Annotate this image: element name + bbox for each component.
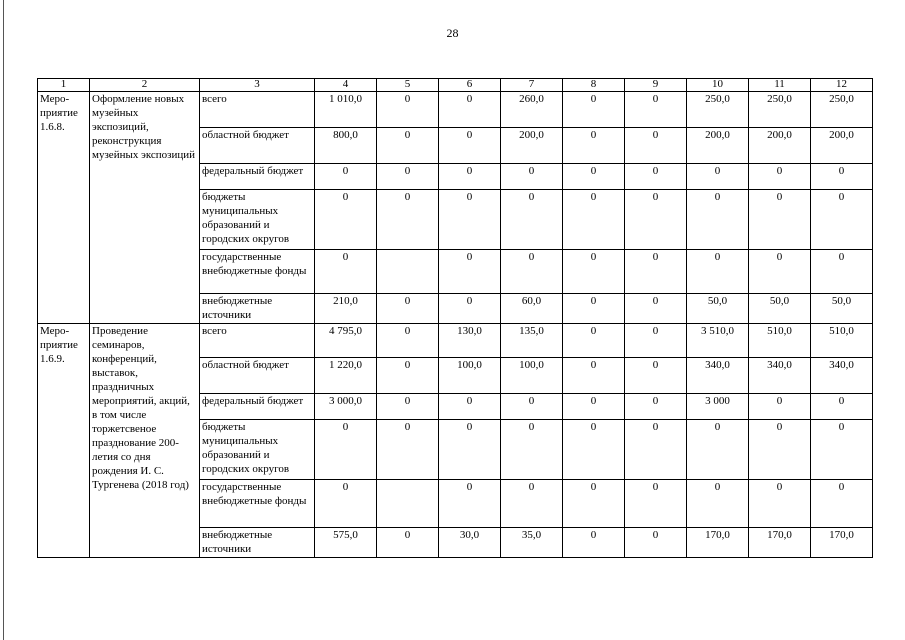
column-number-12: 12 xyxy=(811,79,873,92)
amount-cell: 0 xyxy=(377,92,439,128)
amount-cell: 130,0 xyxy=(439,324,501,358)
amount-cell: 50,0 xyxy=(811,294,873,324)
funding-source: бюджеты муниципальных образований и городских округов xyxy=(200,190,315,250)
amount-cell: 0 xyxy=(687,190,749,250)
amount-cell: 50,0 xyxy=(687,294,749,324)
funding-source: внебюджетные источники xyxy=(200,528,315,558)
funding-source: государственные внебюджетные фонды xyxy=(200,480,315,528)
amount-cell: 1 220,0 xyxy=(315,358,377,394)
column-number-6: 6 xyxy=(439,79,501,92)
column-number-11: 11 xyxy=(749,79,811,92)
amount-cell: 3 000,0 xyxy=(315,394,377,420)
amount-cell: 60,0 xyxy=(501,294,563,324)
page-number: 28 xyxy=(446,26,459,40)
amount-cell: 0 xyxy=(377,164,439,190)
funding-source: государственные внебюджетные фонды xyxy=(200,250,315,294)
amount-cell: 0 xyxy=(563,324,625,358)
amount-cell: 170,0 xyxy=(687,528,749,558)
amount-cell: 0 xyxy=(811,250,873,294)
amount-cell: 0 xyxy=(501,164,563,190)
amount-cell: 1 010,0 xyxy=(315,92,377,128)
funding-source: всего xyxy=(200,324,315,358)
table-row xyxy=(38,92,873,128)
amount-cell: 100,0 xyxy=(501,358,563,394)
amount-cell: 30,0 xyxy=(439,528,501,558)
funding-source: внебюджетные источники xyxy=(200,294,315,324)
amount-cell: 3 000 xyxy=(687,394,749,420)
amount-cell: 0 xyxy=(811,164,873,190)
amount-cell: 0 xyxy=(439,92,501,128)
column-number-1: 1 xyxy=(38,79,90,92)
amount-cell: 50,0 xyxy=(749,294,811,324)
activity-code: Меро- приятие 1.6.8. xyxy=(38,92,90,324)
amount-cell: 0 xyxy=(811,420,873,480)
amount-cell: 0 xyxy=(811,480,873,528)
amount-cell: 0 xyxy=(315,480,377,528)
amount-cell: 0 xyxy=(315,164,377,190)
amount-cell: 0 xyxy=(563,480,625,528)
amount-cell: 0 xyxy=(377,528,439,558)
amount-cell: 0 xyxy=(625,92,687,128)
amount-cell: 0 xyxy=(625,128,687,164)
amount-cell: 340,0 xyxy=(811,358,873,394)
amount-cell: 0 xyxy=(625,420,687,480)
amount-cell: 340,0 xyxy=(749,358,811,394)
amount-cell: 0 xyxy=(563,420,625,480)
funding-source: всего xyxy=(200,92,315,128)
amount-cell: 200,0 xyxy=(687,128,749,164)
amount-cell: 0 xyxy=(439,394,501,420)
amount-cell: 0 xyxy=(749,420,811,480)
amount-cell: 0 xyxy=(563,528,625,558)
activity-name: Оформление новых музейных экспозиций, реконструкция музейных экспозиций xyxy=(90,92,200,324)
amount-cell: 0 xyxy=(439,480,501,528)
funding-source: федеральный бюджет xyxy=(200,164,315,190)
amount-cell: 260,0 xyxy=(501,92,563,128)
amount-cell: 0 xyxy=(439,128,501,164)
amount-cell: 170,0 xyxy=(749,528,811,558)
amount-cell: 0 xyxy=(687,164,749,190)
amount-cell: 0 xyxy=(625,190,687,250)
column-number-8: 8 xyxy=(563,79,625,92)
amount-cell: 200,0 xyxy=(749,128,811,164)
amount-cell: 0 xyxy=(501,190,563,250)
amount-cell: 0 xyxy=(377,420,439,480)
amount-cell: 575,0 xyxy=(315,528,377,558)
amount-cell: 0 xyxy=(563,92,625,128)
amount-cell: 0 xyxy=(625,480,687,528)
amount-cell: 0 xyxy=(687,250,749,294)
amount-cell: 0 xyxy=(377,294,439,324)
amount-cell: 0 xyxy=(501,480,563,528)
amount-cell: 0 xyxy=(501,420,563,480)
amount-cell: 0 xyxy=(687,480,749,528)
amount-cell: 0 xyxy=(563,164,625,190)
amount-cell: 250,0 xyxy=(811,92,873,128)
amount-cell: 0 xyxy=(749,250,811,294)
amount-cell: 0 xyxy=(811,190,873,250)
amount-cell: 200,0 xyxy=(501,128,563,164)
amount-cell: 0 xyxy=(377,324,439,358)
amount-cell: 0 xyxy=(563,190,625,250)
funding-source: областной бюджет xyxy=(200,128,315,164)
amount-cell: 0 xyxy=(377,394,439,420)
amount-cell: 0 xyxy=(749,394,811,420)
amount-cell: 0 xyxy=(377,358,439,394)
amount-cell: 510,0 xyxy=(749,324,811,358)
amount-cell: 0 xyxy=(811,394,873,420)
amount-cell: 0 xyxy=(439,250,501,294)
amount-cell: 210,0 xyxy=(315,294,377,324)
column-number-3: 3 xyxy=(200,79,315,92)
amount-cell: 0 xyxy=(625,528,687,558)
amount-cell: 4 795,0 xyxy=(315,324,377,358)
amount-cell: 0 xyxy=(563,250,625,294)
column-number-2: 2 xyxy=(90,79,200,92)
amount-cell xyxy=(377,250,439,294)
amount-cell: 0 xyxy=(501,394,563,420)
amount-cell: 0 xyxy=(625,358,687,394)
column-number-5: 5 xyxy=(377,79,439,92)
amount-cell: 170,0 xyxy=(811,528,873,558)
amount-cell: 0 xyxy=(315,250,377,294)
amount-cell: 0 xyxy=(625,164,687,190)
amount-cell xyxy=(377,480,439,528)
column-number-7: 7 xyxy=(501,79,563,92)
amount-cell: 0 xyxy=(687,420,749,480)
amount-cell: 0 xyxy=(749,190,811,250)
amount-cell: 100,0 xyxy=(439,358,501,394)
amount-cell: 35,0 xyxy=(501,528,563,558)
funding-source: федеральный бюджет xyxy=(200,394,315,420)
amount-cell: 0 xyxy=(749,164,811,190)
amount-cell: 0 xyxy=(315,420,377,480)
table-row xyxy=(38,324,873,358)
amount-cell: 0 xyxy=(625,394,687,420)
column-number-9: 9 xyxy=(625,79,687,92)
amount-cell: 0 xyxy=(625,250,687,294)
amount-cell: 510,0 xyxy=(811,324,873,358)
amount-cell: 250,0 xyxy=(749,92,811,128)
amount-cell: 0 xyxy=(315,190,377,250)
amount-cell: 0 xyxy=(749,480,811,528)
column-number-10: 10 xyxy=(687,79,749,92)
column-number-4: 4 xyxy=(315,79,377,92)
budget-table xyxy=(37,78,873,558)
amount-cell: 0 xyxy=(439,190,501,250)
amount-cell: 200,0 xyxy=(811,128,873,164)
amount-cell: 340,0 xyxy=(687,358,749,394)
amount-cell: 0 xyxy=(563,394,625,420)
amount-cell: 0 xyxy=(377,128,439,164)
column-number-row xyxy=(38,79,873,92)
amount-cell: 0 xyxy=(563,358,625,394)
amount-cell: 0 xyxy=(439,164,501,190)
amount-cell: 135,0 xyxy=(501,324,563,358)
activity-name: Проведение семинаров, конференций, выставок, праздничных мероприятий, акций, в том числе торжетсвеное празднование 200-летия со дня рождения И. С. Тургенева (2018 год) xyxy=(90,324,200,558)
funding-source: бюджеты муниципальных образований и городских округов xyxy=(200,420,315,480)
amount-cell: 0 xyxy=(439,294,501,324)
amount-cell: 0 xyxy=(377,190,439,250)
activity-code: Меро- приятие 1.6.9. xyxy=(38,324,90,558)
page-left-border xyxy=(3,0,4,640)
amount-cell: 0 xyxy=(625,294,687,324)
funding-source: областной бюджет xyxy=(200,358,315,394)
amount-cell: 0 xyxy=(625,324,687,358)
amount-cell: 0 xyxy=(501,250,563,294)
amount-cell: 0 xyxy=(439,420,501,480)
amount-cell: 250,0 xyxy=(687,92,749,128)
amount-cell: 800,0 xyxy=(315,128,377,164)
amount-cell: 0 xyxy=(563,128,625,164)
amount-cell: 3 510,0 xyxy=(687,324,749,358)
amount-cell: 0 xyxy=(563,294,625,324)
